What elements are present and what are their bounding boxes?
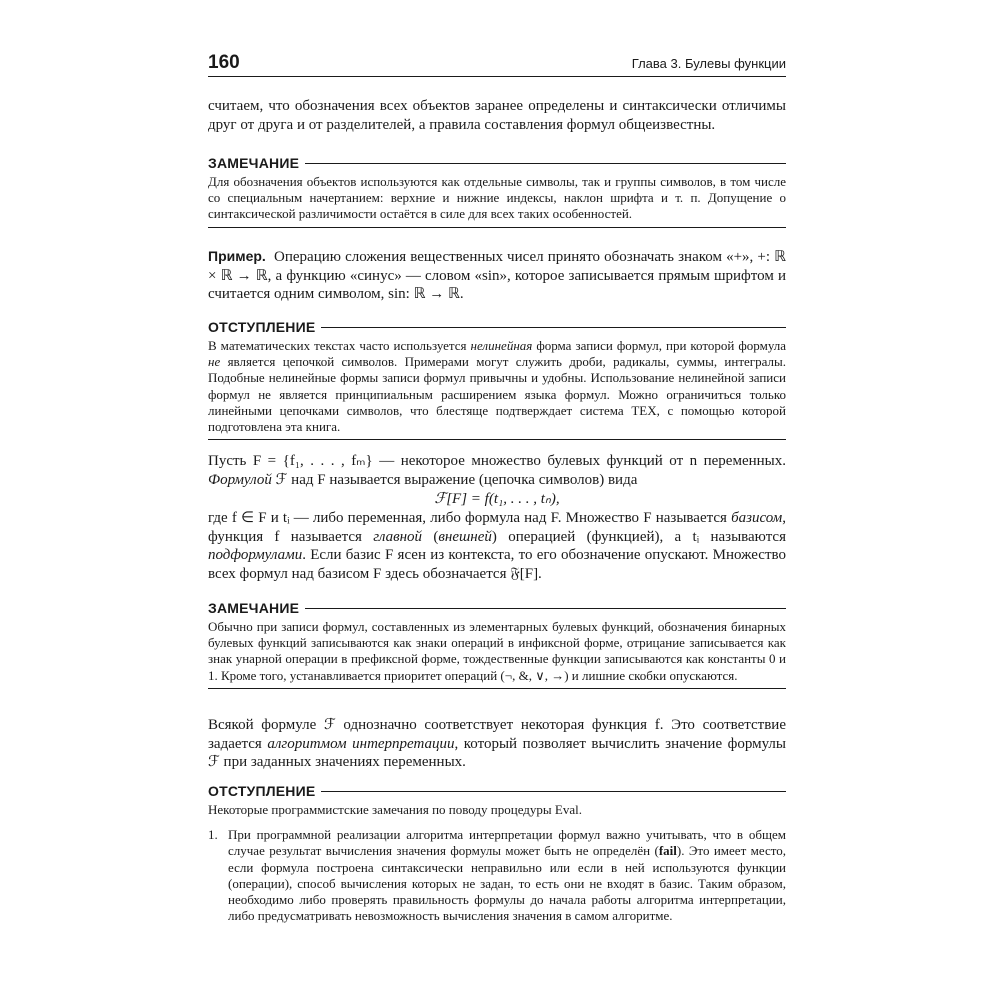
definition-paragraph bbox=[208, 452, 786, 583]
term-interpretation-algorithm: алгоритмом интерпретации bbox=[267, 735, 455, 752]
text-run: форма записи формул, при которой формула bbox=[532, 338, 787, 353]
remark-text: Обычно при записи формул, составленных из элементарных булевых функций, обозначения бинарных булевых функций записываются как знаки операций в инфиксной форме, отрицание записывается как знак унарной операции в префиксной форме, тождественные функции записываются как константы 0 и 1. Кроме того, устанавливается приоритет операций (¬, &, ∨, →) и лишние скобки опускаются. bbox=[208, 619, 786, 683]
digression-heading bbox=[208, 318, 786, 336]
list-item bbox=[208, 827, 786, 924]
text-run: При программной реализации алгоритма интерпретации формул важно учитывать, что в общем случае результат вычисления значения формулы может быть не определён ( bbox=[228, 827, 786, 859]
list-text bbox=[228, 827, 786, 924]
remark-title: ЗАМЕЧАНИЕ bbox=[208, 155, 300, 171]
heading-rule bbox=[305, 163, 786, 164]
text-run: где f ∈ F и tᵢ — либо переменная, либо формула над F. Множество F называется bbox=[208, 510, 732, 526]
definition-text-1 bbox=[208, 452, 786, 489]
text-run: является цепочкой символов. Примерами могут служить дроби, радикалы, суммы, интегралы. Подобные нелинейные формы записи формул привычны и удобны. Использование нелинейной записи формул не является принципиальным расширением языка формул. Можно ограничиться только линейными цепочками символов, что блестяще подтверждает система TEX, с помощью которой подготовлена эта книга. bbox=[208, 354, 786, 435]
heading-rule bbox=[321, 791, 786, 792]
interpretation-text bbox=[208, 716, 786, 772]
example-text bbox=[208, 247, 786, 304]
remark-box-1 bbox=[208, 154, 786, 228]
remark-heading bbox=[208, 154, 786, 172]
text-run: , функция f называется bbox=[208, 510, 786, 545]
chapter-title: Глава 3. Булевы функции bbox=[631, 56, 786, 71]
interpretation-paragraph bbox=[208, 716, 786, 772]
text-run: ℱ над F называется выражение (цепочка символов) вида bbox=[271, 471, 638, 488]
emphasis: нелинейная bbox=[470, 338, 533, 353]
heading-rule bbox=[305, 608, 786, 609]
text-run: В математических текстах часто используется bbox=[208, 338, 471, 353]
emphasis: не bbox=[208, 354, 221, 370]
term-basis: базисом bbox=[731, 510, 783, 526]
remark-heading bbox=[208, 599, 786, 617]
term-main: главной bbox=[373, 528, 423, 545]
digression-heading bbox=[208, 782, 786, 800]
text-run: . Если базис F ясен из контекста, то его обозначение опускают. Множество всех формул над базисом F здесь обозначается 𝔉[F]. bbox=[208, 547, 786, 582]
digression-intro: Некоторые программистские замечания по поводу процедуры Eval. bbox=[208, 802, 582, 817]
list-number: 1. bbox=[208, 827, 218, 843]
digression-title: ОТСТУПЛЕНИЕ bbox=[208, 319, 316, 335]
box-bottom-rule bbox=[208, 227, 786, 228]
page-number: 160 bbox=[208, 52, 240, 73]
text-run: , который позволяет вычислить значение формулы ℱ при заданных значениях переменных. bbox=[208, 735, 786, 770]
text-run: ). Это имеет место, если формула построена синтаксически неправильно или если в ней используются функции (операции), способ вычисления которых не задан, то есть они не входят в базис. Таким образом, необходимо либо проверять правильность формулы до начала работы алгоритма интерпретации, либо предусматривать невозможность вычисления значения в самом алгоритме. bbox=[228, 843, 787, 924]
example-body: Операцию сложения вещественных чисел принято обозначать знаком «+», +: ℝ × ℝ → ℝ, а функцию «синус» — словом «sin», которое записывается прямым шрифтом и считается одним символом, sin: ℝ → ℝ. bbox=[208, 249, 786, 302]
intro-paragraph bbox=[208, 97, 786, 134]
term-outer: внешней bbox=[438, 528, 492, 545]
remark-title: ЗАМЕЧАНИЕ bbox=[208, 600, 300, 616]
heading-rule bbox=[321, 327, 786, 328]
example-lead: Пример. bbox=[208, 248, 266, 264]
digression-title: ОТСТУПЛЕНИЕ bbox=[208, 783, 316, 799]
digression-text bbox=[208, 338, 786, 435]
intro-text: считаем, что обозначения всех объектов заранее определены и синтаксически отличимы друг от друга и от разделителей, а правила составления формул общеизвестны. bbox=[208, 98, 786, 133]
page-header bbox=[208, 52, 786, 77]
digression-box-2 bbox=[208, 782, 786, 924]
term-formula: Формулой bbox=[208, 471, 272, 488]
digression-box-1 bbox=[208, 318, 786, 440]
box-bottom-rule bbox=[208, 688, 786, 689]
box-bottom-rule bbox=[208, 439, 786, 440]
text-run: Пусть F = {f₁, . . . , fₘ} — некоторое множество булевых функций от n переменных. bbox=[208, 453, 786, 469]
remark-text: Для обозначения объектов используются как отдельные символы, так и группы символов, в том числе со специальным начертанием: верхние и нижние индексы, наклон шрифта и т. п. Допущение о синтаксической различимости остаётся в силе для всех таких особенностей. bbox=[208, 174, 786, 222]
definition-text-2 bbox=[208, 509, 786, 583]
example-paragraph bbox=[208, 247, 786, 304]
display-formula: ℱ[F] = f(t₁, . . . , tₙ), bbox=[434, 491, 560, 507]
text-run: Всякой формуле ℱ однозначно соответствует некоторая функция f. Это соответствие задается bbox=[208, 717, 786, 752]
term-subformulas: подформулами bbox=[208, 547, 303, 563]
remark-box-2 bbox=[208, 599, 786, 689]
keyword-fail: fail bbox=[658, 843, 677, 859]
text-run: ) операцией (функцией), а tᵢ называются bbox=[491, 528, 786, 545]
text-run: ( bbox=[422, 528, 439, 545]
